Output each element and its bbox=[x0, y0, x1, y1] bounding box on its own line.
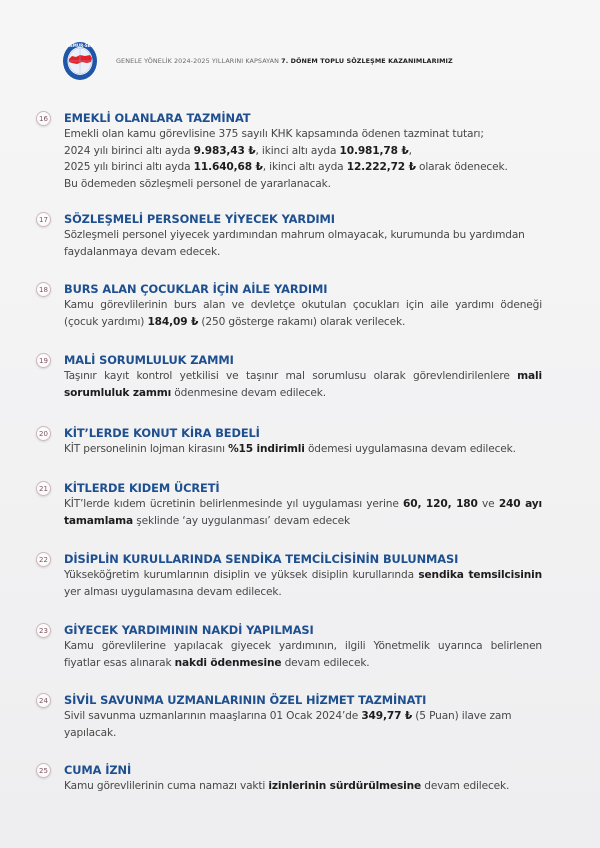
highlighted-value: tamamlama bbox=[64, 514, 134, 527]
text-segment: (250 gösterge rakamı) olarak verilecek. bbox=[198, 315, 406, 328]
text-segment: Bu ödemeden sözleşmeli personel de yararlanacak. bbox=[64, 177, 331, 190]
highlighted-value: sorumluluk zammı bbox=[64, 386, 172, 399]
description-line bbox=[64, 297, 542, 314]
item-title: MALİ SORUMLULUK ZAMMI bbox=[64, 353, 234, 367]
text-segment: Sözleşmeli personel yiyecek yardımından mahrum olmayacak, kurumunda bu yardımdan bbox=[64, 229, 525, 241]
highlighted-value: 10.981,78 ₺ bbox=[339, 144, 409, 157]
description-line bbox=[64, 244, 542, 261]
description-line bbox=[64, 314, 542, 331]
item-description bbox=[64, 708, 542, 741]
description-line bbox=[64, 126, 542, 143]
item-number-badge: 23 bbox=[36, 623, 51, 638]
item-description bbox=[64, 567, 542, 600]
description-line bbox=[64, 513, 542, 530]
item-description bbox=[64, 227, 542, 260]
text-segment: ödemesi uygulamasına devam edilecek. bbox=[304, 443, 516, 455]
description-line bbox=[64, 638, 542, 655]
item-title: KİTLERDE KIDEM ÜCRETİ bbox=[64, 481, 220, 495]
item-number-badge: 22 bbox=[36, 552, 51, 567]
text-segment: Emekli olan kamu görevlisine 375 sayılı KHK kapsamında ödenen tazminat tutarı; bbox=[64, 128, 484, 140]
item-description bbox=[64, 441, 542, 458]
text-segment: devam edilecek. bbox=[281, 656, 370, 669]
text-segment: , ikinci altı ayda bbox=[262, 161, 347, 173]
description-line bbox=[64, 655, 542, 672]
highlighted-value: 12.222,72 ₺ bbox=[346, 161, 416, 173]
text-segment: yapılacak. bbox=[64, 726, 117, 739]
item-description bbox=[64, 496, 542, 529]
item-title: SÖZLEŞMELİ PERSONELE YİYECEK YARDIMI bbox=[64, 212, 335, 226]
item-title: EMEKLİ OLANLARA TAZMİNAT bbox=[64, 111, 251, 125]
text-segment: olarak ödenecek. bbox=[415, 161, 508, 173]
description-line bbox=[64, 159, 542, 176]
text-segment: devam edilecek. bbox=[421, 780, 510, 792]
svg-text:MEMUR-SEN: MEMUR-SEN bbox=[66, 43, 94, 48]
text-segment: Kamu görevlilerinin cuma namazı vakti bbox=[64, 780, 269, 792]
description-line bbox=[64, 227, 542, 244]
description-line bbox=[64, 708, 542, 725]
highlighted-value: 184,09 ₺ bbox=[147, 315, 199, 328]
description-line bbox=[64, 143, 542, 160]
description-line bbox=[64, 567, 542, 584]
item-number-badge: 24 bbox=[36, 693, 51, 708]
title-regular: GENELE YÖNELİK 2024-2025 YILLARINI KAPSAYAN bbox=[116, 57, 282, 65]
highlighted-value: %15 indirimli bbox=[228, 443, 305, 455]
text-segment: yer alması uygulamasına devam edilecek. bbox=[64, 585, 282, 598]
memur-sen-logo bbox=[62, 40, 98, 82]
page-header bbox=[62, 39, 453, 83]
text-segment: fiyatlar esas alınarak bbox=[64, 656, 175, 669]
text-segment: (çocuk yardımı) bbox=[64, 315, 148, 328]
text-segment: KİT’lerde kıdem ücretinin belirlenmesinde yıl uygulaması yerine bbox=[64, 498, 404, 510]
text-segment: ödenmesine devam edilecek. bbox=[171, 386, 326, 399]
highlighted-value: izinlerinin sürdürülmesine bbox=[268, 780, 422, 792]
highlighted-value: 240 ayı bbox=[498, 498, 542, 510]
text-segment: şeklinde ‘ay uygulanması’ devam edecek bbox=[133, 514, 350, 527]
item-description bbox=[64, 638, 542, 671]
text-segment: 2025 yılı birinci altı ayda bbox=[64, 161, 194, 173]
text-segment: Kamu görevlilerine yapılacak giyecek yardımının, ilgili Yönetmelik uyarınca belirlenen bbox=[64, 640, 542, 652]
text-segment: 2024 yılı birinci altı ayda bbox=[64, 144, 194, 157]
item-number-badge: 16 bbox=[36, 111, 51, 126]
description-line bbox=[64, 385, 542, 402]
item-title: KİT’LERDE KONUT KİRA BEDELİ bbox=[64, 426, 260, 440]
text-segment: Yükseköğretim kurumlarının disiplin ve yüksek disiplin kurullarında bbox=[64, 569, 419, 581]
item-number-badge: 21 bbox=[36, 481, 51, 496]
item-title: GİYECEK YARDIMININ NAKDİ YAPILMASI bbox=[64, 623, 314, 637]
item-description bbox=[64, 778, 542, 795]
item-title: SİVİL SAVUNMA UZMANLARININ ÖZEL HİZMET TAZMİNATI bbox=[64, 693, 427, 707]
item-number-badge: 19 bbox=[36, 353, 51, 368]
text-segment: KİT personelinin lojman kirasını bbox=[64, 443, 229, 455]
highlighted-value: sendika temsilcisinin bbox=[418, 569, 542, 581]
item-number-badge: 18 bbox=[36, 282, 51, 297]
text-segment: (5 Puan) ilave zam bbox=[412, 710, 512, 722]
item-title: BURS ALAN ÇOCUKLAR İÇİN AİLE YARDIMI bbox=[64, 282, 328, 296]
text-segment: Kamu görevlilerinin burs alan ve devletçe okutulan çocukları için aile yardımı ödeneği bbox=[64, 299, 542, 311]
description-line bbox=[64, 584, 542, 601]
item-number-badge: 20 bbox=[36, 426, 51, 441]
description-line bbox=[64, 725, 542, 742]
item-number-badge: 25 bbox=[36, 763, 51, 778]
text-segment: faydalanmaya devam edecek. bbox=[64, 245, 221, 258]
text-segment: Taşınır kayıt kontrol yetkilisi ve taşınır mal sorumlusu olarak görevlendirilenlere bbox=[64, 370, 518, 382]
description-line bbox=[64, 778, 542, 795]
item-title: CUMA İZNİ bbox=[64, 763, 132, 777]
description-line bbox=[64, 176, 542, 193]
document-title bbox=[116, 57, 453, 65]
highlighted-value: 349,77 ₺ bbox=[361, 710, 413, 722]
highlighted-value: nakdi ödenmesine bbox=[174, 656, 282, 669]
item-number-badge: 17 bbox=[36, 212, 51, 227]
title-bold: 7. DÖNEM TOPLU SÖZLEŞME KAZANIMLARIMIZ bbox=[281, 57, 453, 65]
description-line bbox=[64, 441, 542, 458]
item-title: DİSİPLİN KURULLARINDA SENDİKA TEMCİLCİSİNİN BULUNMASI bbox=[64, 552, 459, 566]
highlighted-value: mali bbox=[517, 370, 542, 382]
item-description bbox=[64, 126, 542, 192]
description-line bbox=[64, 496, 542, 513]
highlighted-value: 9.983,43 ₺ bbox=[193, 144, 256, 157]
text-segment: , ikinci altı ayda bbox=[255, 144, 340, 157]
highlighted-value: 60, 120, 180 bbox=[403, 498, 478, 510]
item-description bbox=[64, 368, 542, 401]
description-line bbox=[64, 368, 542, 385]
highlighted-value: 11.640,68 ₺ bbox=[193, 161, 263, 173]
text-segment: ve bbox=[477, 498, 499, 510]
text-segment: Sivil savunma uzmanlarının maaşlarına 01 Ocak 2024’de bbox=[64, 710, 362, 722]
text-segment: , bbox=[408, 144, 412, 157]
item-description bbox=[64, 297, 542, 330]
